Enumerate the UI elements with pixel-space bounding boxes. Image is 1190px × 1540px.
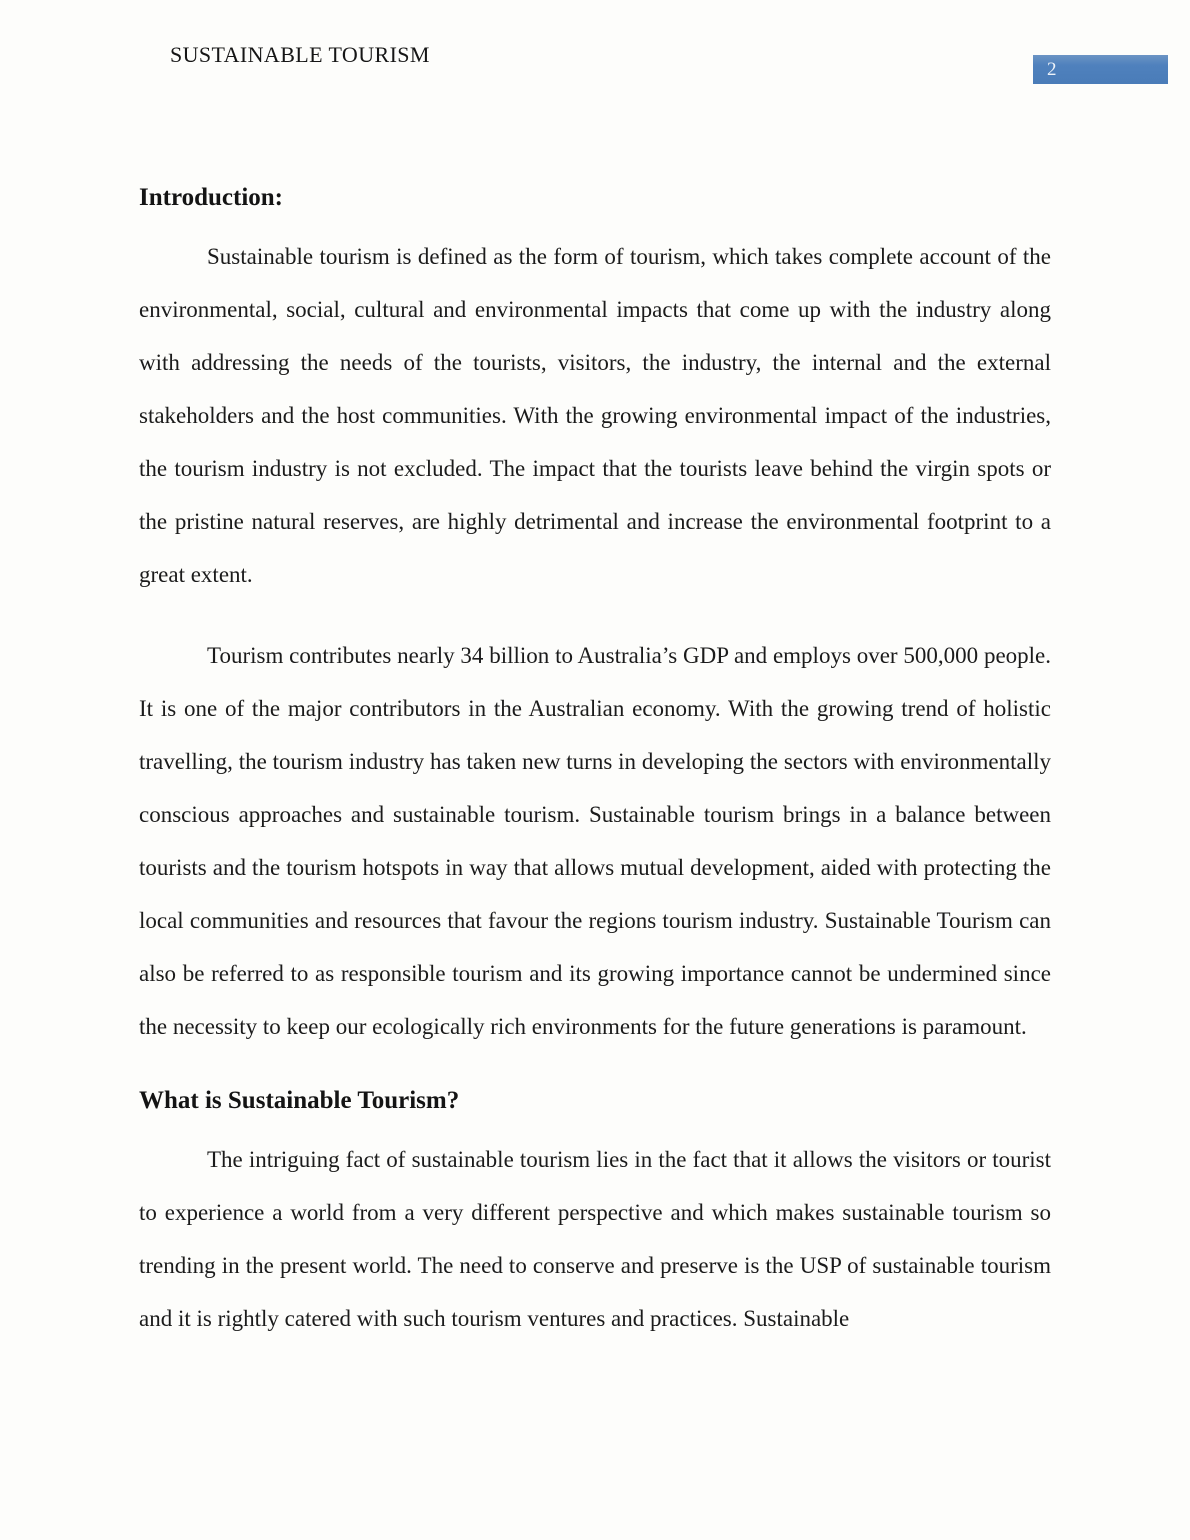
- paragraph-introduction-2: Tourism contributes nearly 34 billion to Australia’s GDP and employs over 500,000 people. It is one of the major contributors in the Australian economy. With the growing trend of holistic travelling, the tourism industry has taken new turns in developing the sectors with environmentally conscious approaches and sustainable tourism. Sustainable tourism brings in a balance between tourists and the tourism hotspots in way that allows mutual development, aided with protecting the local communities and resources that favour the regions tourism industry. Sustainable Tourism can also be referred to as responsible tourism and its growing importance cannot be undermined since the necessity to keep our ecologically rich environments for the future generations is paramount.: [139, 643, 1051, 1039]
- paragraph-introduction-1: Sustainable tourism is defined as the form of tourism, which takes complete account of the environmental, social, cultural and environmental impacts that come up with the industry along with addressing the needs of the tourists, visitors, the industry, the internal and the external stakeholders and the host communities. With the growing environmental impact of the industries, the tourism industry is not excluded. The impact that the tourists leave behind the virgin spots or the pristine natural reserves, are highly detrimental and increase the environmental footprint to a great extent.: [139, 244, 1051, 587]
- page-number-box: [1033, 55, 1168, 84]
- page-number: 2: [1047, 59, 1057, 80]
- section-heading-what-is-sustainable-tourism: What is Sustainable Tourism?: [139, 1087, 460, 1114]
- running-head: SUSTAINABLE TOURISM: [170, 42, 430, 67]
- document-body: [139, 182, 1051, 1373]
- section-heading-introduction: Introduction:: [139, 184, 284, 211]
- paragraph-what-is-sustainable-tourism-1: The intriguing fact of sustainable tourism lies in the fact that it allows the visitors or tourist to experience a world from a very different perspective and which makes sustainable tourism so trending in the present world. The need to conserve and preserve is the USP of sustainable tourism and it is rightly catered with such tourism ventures and practices. Sustainable: [139, 1147, 1051, 1331]
